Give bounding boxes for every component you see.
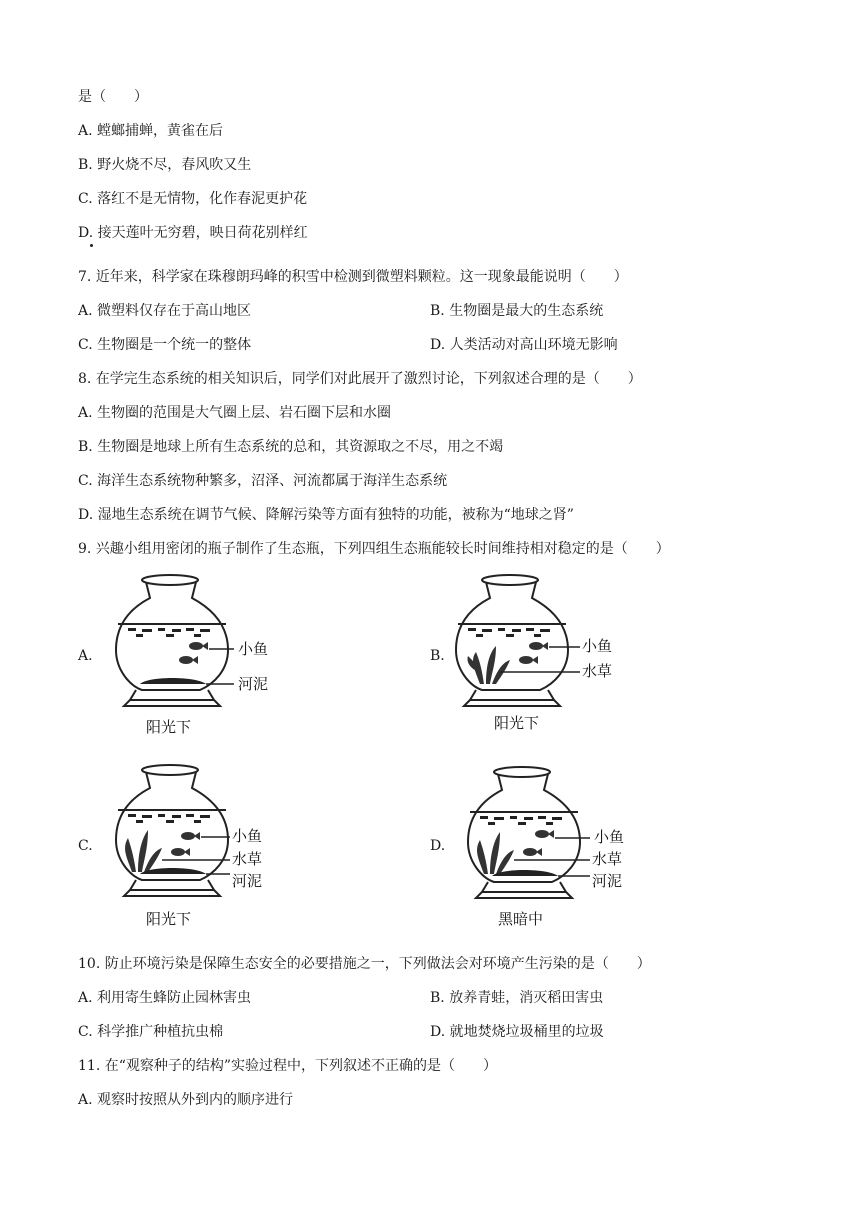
fish-icon xyxy=(523,830,554,856)
label-mud: 河泥 xyxy=(592,872,623,890)
q6-stem-tail: 是（ ） xyxy=(78,89,148,105)
stand-icon xyxy=(124,690,220,706)
water-plant-icon xyxy=(467,646,510,684)
figure-a-letter: A. xyxy=(78,648,93,664)
q10-option-d: D. 就地焚烧垃圾桶里的垃圾 xyxy=(430,1024,604,1040)
q7-option-d: D. 人类活动对高山环境无影响 xyxy=(430,337,618,353)
stand-icon xyxy=(124,880,220,896)
label-plant: 水草 xyxy=(232,850,263,868)
q6-option-a: A. 螳螂捕蝉，黄雀在后 xyxy=(78,123,224,139)
ecobottle-figure-c xyxy=(78,762,318,934)
label-mud: 河泥 xyxy=(238,675,269,693)
figure-c-caption: 阳光下 xyxy=(146,910,192,928)
q8-option-d: D. 湿地生态系统在调节气候、降解污染等方面有独特的功能，被称为“地球之肾” xyxy=(78,507,574,523)
water-surface-c xyxy=(128,814,210,823)
figure-d-caption: 黑暗中 xyxy=(498,910,544,928)
figure-b-letter: B. xyxy=(430,648,445,664)
stand-icon xyxy=(476,882,572,898)
water-surface-a xyxy=(128,628,210,637)
q11-option-a: A. 观察时按照从外到内的顺序进行 xyxy=(78,1092,294,1108)
ecobottle-figure-d xyxy=(430,762,670,934)
label-mud: 河泥 xyxy=(232,872,263,890)
q10-option-a: A. 利用寄生蜂防止园林害虫 xyxy=(78,990,252,1006)
water-plant-icon xyxy=(477,832,514,874)
q8-option-c: C. 海洋生态系统物种繁多，沼泽、河流都属于海洋生态系统 xyxy=(78,473,448,489)
q10-option-b: B. 放养青蛙，消灭稻田害虫 xyxy=(430,990,604,1006)
water-surface-b xyxy=(468,628,550,637)
figure-b-caption: 阳光下 xyxy=(494,714,540,732)
q9-stem: 9. 兴趣小组用密闭的瓶子制作了生态瓶，下列四组生态瓶能较长时间维持相对稳定的是（ ） xyxy=(78,541,670,557)
stray-dot xyxy=(90,244,93,247)
q7-option-a: A. 微塑料仅存在于高山地区 xyxy=(78,303,252,319)
label-plant: 水草 xyxy=(592,850,623,868)
label-fish: 小鱼 xyxy=(594,828,625,846)
q7-stem: 7. 近年来，科学家在珠穆朗玛峰的积雪中检测到微塑料颗粒。这一现象最能说明（ ） xyxy=(78,269,628,285)
figure-a-caption: 阳光下 xyxy=(146,718,192,736)
fish-icon xyxy=(171,832,200,856)
q6-option-c: C. 落红不是无情物，化作春泥更护花 xyxy=(78,191,308,207)
label-fish: 小鱼 xyxy=(232,827,263,845)
q8-stem: 8. 在学完生态系统的相关知识后，同学们对此展开了激烈讨论，下列叙述合理的是（ ） xyxy=(78,371,642,387)
figure-c-letter: C. xyxy=(78,838,93,854)
q10-option-c: C. 科学推广种植抗虫棉 xyxy=(78,1024,224,1040)
q7-option-c: C. 生物圈是一个统一的整体 xyxy=(78,337,252,353)
q6-option-d: D. 接天莲叶无穷碧，映日荷花别样红 xyxy=(78,225,308,241)
fish-icon xyxy=(179,642,208,664)
q11-stem: 11. 在“观察种子的结构”实验过程中，下列叙述不正确的是（ ） xyxy=(78,1058,498,1074)
q6-option-b: B. 野火烧不尽，春风吹又生 xyxy=(78,157,252,173)
q8-option-a: A. 生物圈的范围是大气圈上层、岩石圈下层和水圈 xyxy=(78,405,392,421)
label-plant: 水草 xyxy=(582,662,613,680)
fish-icon xyxy=(519,642,548,664)
q10-stem: 10. 防止环境污染是保障生态安全的必要措施之一，下列做法会对环境产生污染的是（ ） xyxy=(78,956,651,972)
mud-icon xyxy=(140,678,206,684)
label-fish: 小鱼 xyxy=(238,640,269,658)
label-fish: 小鱼 xyxy=(582,637,613,655)
jar-a xyxy=(116,575,228,690)
q7-option-b: B. 生物圈是最大的生态系统 xyxy=(430,303,604,319)
ecobottle-figure-a xyxy=(78,572,318,742)
q8-option-b: B. 生物圈是地球上所有生态系统的总和，其资源取之不尽，用之不竭 xyxy=(78,439,504,455)
stand-icon xyxy=(464,690,560,706)
water-plant-icon xyxy=(125,830,162,872)
water-surface-d xyxy=(480,816,562,825)
figure-d-letter: D. xyxy=(430,838,446,854)
ecobottle-figure-b xyxy=(430,572,670,742)
